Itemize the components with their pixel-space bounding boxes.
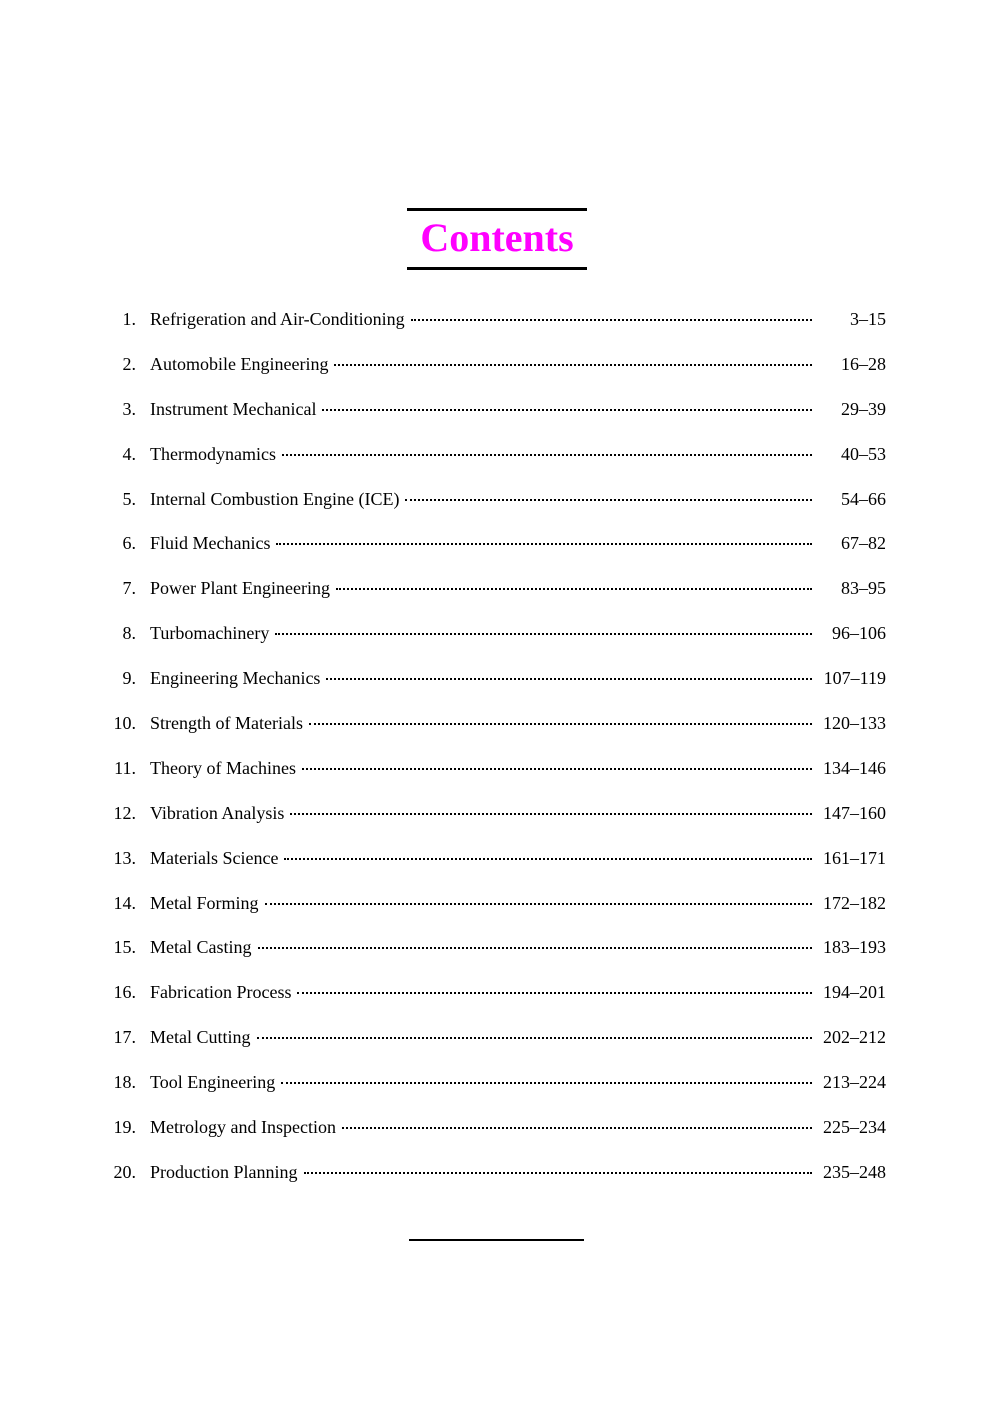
toc-entry[interactable] [108,347,886,392]
toc-dot-leader [276,543,812,545]
toc-entry[interactable] [108,841,886,886]
toc-entry[interactable] [108,886,886,931]
toc-entry-title[interactable]: Instrument Mechanical [150,398,317,419]
toc-dot-leader [297,992,812,994]
toc-dot-leader [282,454,812,456]
toc-entry-pages: 202–212 [823,1027,886,1048]
toc-dot-leader [281,1082,812,1084]
toc-entry-pages: 40–53 [841,443,886,464]
toc-dot-leader [411,319,812,321]
toc-entry-pages: 29–39 [841,398,886,419]
toc-entry[interactable] [108,437,886,482]
toc-dot-leader [322,409,812,411]
toc-entry-pages: 3–15 [850,309,886,329]
toc-entry[interactable] [108,1065,886,1110]
toc-entry-pages: 213–224 [823,1072,886,1093]
toc-entry-pages: 96–106 [832,623,886,644]
toc-entry-pages: 134–146 [823,757,886,778]
toc-dot-leader [258,947,813,949]
toc-entry-pages: 235–248 [823,1161,886,1182]
toc-entry-pages: 172–182 [823,892,886,913]
heading-bottom-rule [407,267,587,270]
toc-entry-title[interactable]: Tool Engineering [150,1072,276,1093]
toc-entry-number: 3. [122,398,136,419]
toc-entry-number: 18. [113,1072,136,1093]
toc-entry-title[interactable]: Vibration Analysis [150,802,285,823]
toc-entry[interactable] [108,1110,886,1155]
toc-entry-pages: 225–234 [823,1117,886,1138]
toc-entry[interactable] [108,302,886,347]
toc-entry[interactable] [108,796,886,841]
toc-entry[interactable] [108,482,886,527]
toc-entry-number: 16. [113,982,136,1003]
toc-dot-leader [284,858,812,860]
toc-entry[interactable] [108,571,886,616]
toc-entry-pages: 161–171 [823,847,886,868]
toc-entry-title[interactable]: Internal Combustion Engine (ICE) [150,488,400,509]
toc-entry[interactable] [108,392,886,437]
table-of-contents [108,302,886,1200]
toc-entry-title[interactable]: Fabrication Process [150,982,292,1003]
toc-entry-title[interactable]: Production Planning [150,1161,298,1182]
toc-dot-leader [290,813,812,815]
toc-dot-leader [304,1172,813,1174]
toc-entry-pages: 16–28 [841,353,886,374]
toc-dot-leader [302,768,812,770]
toc-entry-number: 13. [113,847,136,868]
page-title: Contents [420,215,574,260]
toc-entry-title[interactable]: Refrigeration and Air-Conditioning [150,309,405,329]
toc-entry-pages: 183–193 [823,937,886,958]
toc-entry-number: 10. [113,713,136,734]
toc-entry[interactable] [108,975,886,1020]
toc-entry-title[interactable]: Metal Casting [150,937,252,958]
toc-entry[interactable] [108,930,886,975]
toc-entry-pages: 194–201 [823,982,886,1003]
toc-entry[interactable] [108,1020,886,1065]
toc-entry-number: 2. [122,353,136,374]
toc-entry-number: 17. [113,1027,136,1048]
toc-dot-leader [309,723,812,725]
toc-entry[interactable] [108,526,886,571]
toc-entry-pages: 107–119 [823,668,886,689]
toc-entry-number: 14. [113,892,136,913]
toc-dot-leader [405,499,812,501]
toc-entry[interactable] [108,616,886,661]
toc-dot-leader [336,588,812,590]
toc-entry-title[interactable]: Metal Cutting [150,1027,251,1048]
toc-entry[interactable] [108,751,886,796]
toc-entry-pages: 54–66 [841,488,886,509]
toc-entry-title[interactable]: Metal Forming [150,892,259,913]
toc-dot-leader [275,633,812,635]
toc-entry-number: 4. [122,443,136,464]
contents-heading [407,208,587,270]
toc-entry-number: 12. [113,802,136,823]
toc-entry-pages: 120–133 [823,713,886,734]
footer-rule [409,1239,584,1241]
toc-entry-title[interactable]: Theory of Machines [150,757,296,778]
toc-entry-title[interactable]: Engineering Mechanics [150,668,321,689]
toc-entry-title[interactable]: Automobile Engineering [150,353,329,374]
toc-entry-title[interactable]: Metrology and Inspection [150,1117,336,1138]
toc-entry-title[interactable]: Strength of Materials [150,713,303,734]
toc-entry-number: 1. [122,309,136,329]
toc-entry-number: 15. [113,937,136,958]
toc-entry-number: 7. [122,578,136,599]
toc-entry-title[interactable]: Power Plant Engineering [150,578,330,599]
toc-dot-leader [326,678,812,680]
toc-dot-leader [334,364,812,366]
toc-entry[interactable] [108,1155,886,1200]
toc-entry-number: 19. [113,1117,136,1138]
toc-entry-number: 9. [122,668,136,689]
toc-dot-leader [265,903,813,905]
toc-entry-pages: 67–82 [841,533,886,554]
toc-entry-number: 11. [114,757,136,778]
toc-entry-number: 8. [122,623,136,644]
toc-entry-number: 6. [122,533,136,554]
toc-entry-pages: 147–160 [823,802,886,823]
toc-entry-title[interactable]: Thermodynamics [150,443,276,464]
toc-entry-number: 5. [122,488,136,509]
toc-entry-title[interactable]: Fluid Mechanics [150,533,271,554]
toc-dot-leader [342,1127,812,1129]
toc-entry[interactable] [108,661,886,706]
toc-entry-number: 20. [113,1161,136,1182]
toc-dot-leader [257,1037,813,1039]
toc-entry-pages: 83–95 [841,578,886,599]
heading-top-rule [407,208,587,211]
toc-entry[interactable] [108,706,886,751]
toc-entry-title[interactable]: Turbomachinery [150,623,270,644]
toc-entry-title[interactable]: Materials Science [150,847,279,868]
